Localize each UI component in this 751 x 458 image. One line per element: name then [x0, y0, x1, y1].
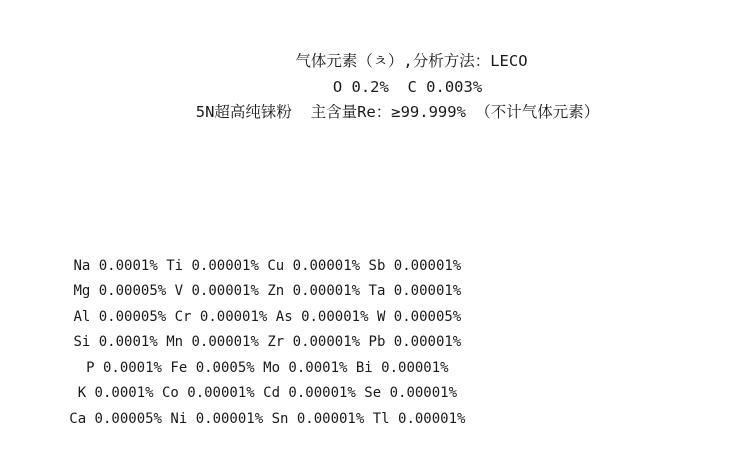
impurity-entry: Bi 0.00001%	[355, 359, 449, 376]
product-purity-line: 5N超高纯铼粉 主含量Re：≥99.999% （不计气体元素）	[195, 103, 600, 121]
impurity-entry: Ni 0.00001%	[170, 410, 264, 427]
impurity-entry: Cd 0.00001%	[263, 385, 356, 401]
gas-elements-values-line: O 0.2% C 0.003%	[332, 78, 483, 96]
impurity-entry: K 0.0001%	[77, 385, 154, 401]
impurity-row	[0, 254, 751, 299]
impurity-entry: Sb 0.00001%	[368, 257, 462, 274]
impurity-entry: Al 0.00005%	[73, 308, 167, 325]
impurity-entry: Sn 0.00001%	[271, 410, 365, 427]
impurity-entry: V 0.00001%	[174, 283, 259, 299]
impurity-entry: Fe 0.0005%	[170, 359, 255, 376]
impurity-row	[0, 381, 751, 427]
impurity-entry: Cu 0.00001%	[267, 257, 361, 274]
impurity-table	[0, 228, 751, 427]
impurity-entry: As 0.00001%	[275, 308, 369, 325]
impurity-entry: Ta 0.00001%	[368, 283, 462, 299]
impurity-entry: Se 0.00001%	[364, 385, 458, 401]
impurity-entry: Na 0.0001%	[73, 257, 158, 274]
impurity-entry: Zr 0.00001%	[267, 334, 361, 350]
impurity-entry: W 0.00005%	[376, 308, 462, 325]
impurity-entry: Tl 0.00001%	[372, 410, 466, 427]
impurity-row	[0, 279, 751, 325]
impurity-row	[0, 228, 751, 274]
impurity-entry: Zn 0.00001%	[267, 283, 361, 299]
impurity-entry: Mg 0.00005%	[73, 283, 167, 299]
impurity-entry: Pb 0.00001%	[368, 334, 462, 350]
impurity-row	[0, 330, 751, 376]
impurity-entry: Cr 0.00001%	[174, 308, 268, 325]
impurity-row	[0, 305, 751, 350]
gas-elements-method-line: 气体元素（ㅊ）,分析方法：LECO	[295, 52, 528, 70]
impurity-entry: P 0.0001%	[86, 359, 162, 376]
impurity-entry: Mo 0.0001%	[263, 359, 348, 376]
impurity-entry: Ca 0.00005%	[69, 410, 162, 427]
impurity-entry: Mn 0.00001%	[166, 334, 259, 350]
impurity-entry: Si 0.0001%	[73, 334, 158, 350]
impurity-row	[0, 356, 751, 401]
impurity-entry: Ti 0.00001%	[166, 257, 259, 274]
impurity-entry: Co 0.00001%	[161, 385, 255, 401]
